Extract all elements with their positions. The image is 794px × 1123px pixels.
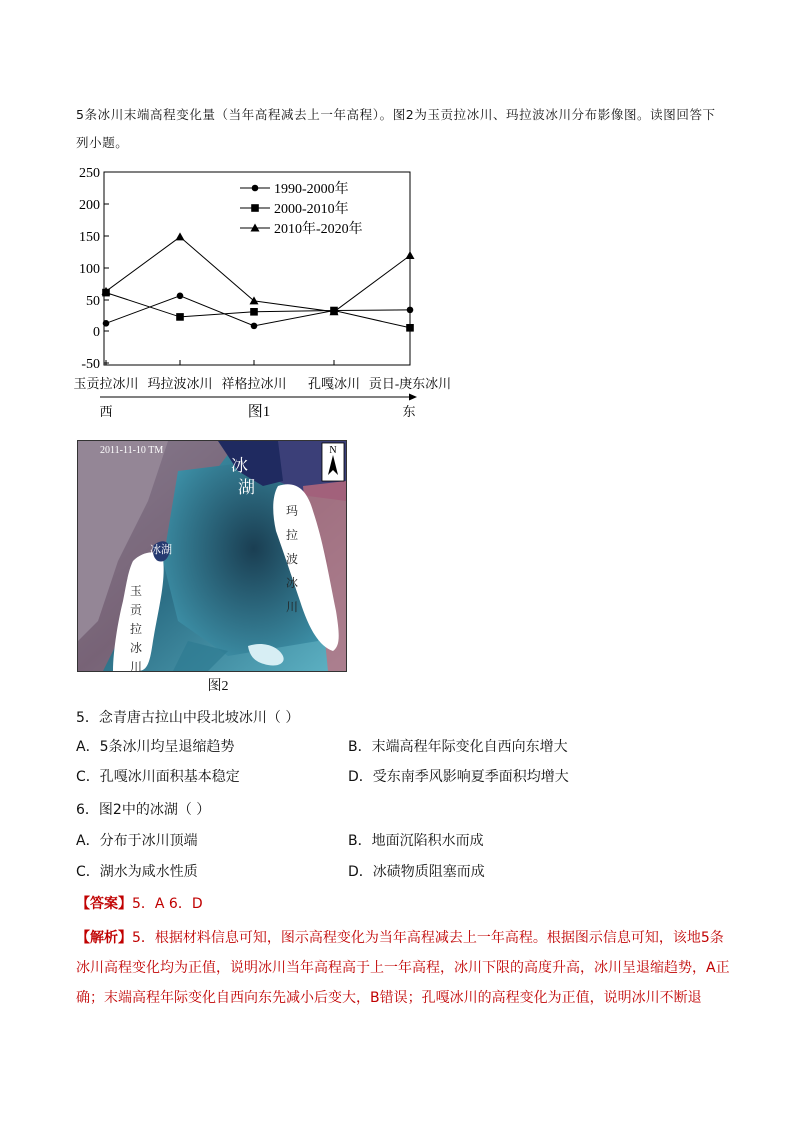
figure2-caption: 图2 — [207, 679, 229, 694]
legend-label-3: 2010年-2020年 — [274, 222, 363, 237]
direction-west: 西 — [99, 404, 113, 419]
data-point-triangle — [176, 232, 185, 240]
lake-label-top-2: 湖 — [238, 478, 255, 498]
data-point-square — [251, 204, 259, 212]
arrow-head-icon — [409, 394, 417, 401]
series-line-3 — [106, 237, 410, 312]
maraba-glacier-label-char: 波 — [285, 552, 299, 566]
x-tick-label: 玛拉波冰川 — [147, 376, 213, 391]
question-5-stem: 5．念青唐古拉山中段北坡冰川（ ） — [76, 710, 300, 726]
lake-label-left: 冰湖 — [150, 543, 172, 556]
glacier-satellite-image — [77, 440, 347, 672]
intro-text: 5条冰川末端高程变化量（当年高程减去上一年高程）。图2为玉贡拉冰川、玛拉波冰川分布影像图。读图回答下列小题。 — [76, 107, 716, 150]
q6-option-d[interactable]: D．冰碛物质阻塞而成 — [348, 864, 485, 880]
direction-east: 东 — [402, 404, 416, 419]
q5-option-b[interactable]: B．末端高程年际变化自西向东增大 — [348, 739, 568, 755]
x-tick-label: 孔嘎冰川 — [307, 376, 361, 391]
answer-tag: 【答案】 — [76, 896, 132, 912]
north-label: N — [329, 445, 337, 456]
legend-label-2: 2000-2010年 — [274, 202, 349, 217]
series-line-1 — [106, 296, 410, 326]
q6-option-a[interactable]: A．分布于冰川顶端 — [76, 833, 198, 849]
legend-label-1: 1990-2000年 — [274, 182, 349, 197]
elevation-change-chart — [60, 160, 490, 422]
data-point-circle — [252, 185, 259, 192]
data-point-circle — [251, 323, 258, 330]
x-tick-label: 玉贡拉冰川 — [73, 376, 139, 391]
y-tick-label: 150 — [79, 230, 100, 245]
yugongla-glacier-label-char: 贡 — [129, 603, 143, 617]
maraba-glacier-label-char: 玛 — [285, 504, 299, 518]
q5-option-c[interactable]: C．孔嘎冰川面积基本稳定 — [76, 769, 240, 785]
y-tick-label: 50 — [86, 294, 100, 309]
data-point-circle — [103, 320, 110, 327]
data-point-circle — [177, 293, 184, 300]
answer-block — [76, 893, 203, 913]
plot-frame — [104, 172, 410, 365]
question-6-stem: 6．图2中的冰湖（ ） — [76, 802, 211, 818]
analysis-block — [76, 923, 730, 1013]
x-tick-label: 贡日-庚东冰川 — [368, 376, 452, 391]
lake-label-top-1: 冰 — [231, 456, 248, 476]
x-tick-label: 祥格拉冰川 — [221, 376, 287, 391]
yugongla-glacier-label-char: 冰 — [129, 641, 143, 655]
q5-option-a[interactable]: A．5条冰川均呈退缩趋势 — [76, 739, 235, 755]
data-point-square — [250, 308, 258, 316]
yugongla-glacier-label-char: 拉 — [129, 622, 143, 636]
maraba-glacier-label-char: 冰 — [285, 576, 299, 590]
y-tick-label: 0 — [93, 325, 100, 340]
image-date-label: 2011-11-10 TM — [100, 445, 164, 456]
q6-option-b[interactable]: B．地面沉陷积水而成 — [348, 833, 484, 849]
yugongla-glacier-label-char: 川 — [129, 660, 143, 671]
q6-option-c[interactable]: C．湖水为咸水性质 — [76, 864, 198, 880]
data-point-square — [406, 324, 414, 332]
y-tick-label: 250 — [79, 166, 100, 181]
data-point-circle — [407, 307, 414, 314]
answer-text: 5．A 6．D — [132, 896, 203, 912]
maraba-glacier-label-char: 拉 — [285, 528, 299, 542]
data-point-square — [176, 313, 184, 321]
maraba-glacier-label-char: 川 — [285, 600, 299, 614]
analysis-tag: 【解析】 — [76, 930, 132, 946]
y-tick-label: -50 — [81, 357, 100, 372]
yugongla-glacier-label-char: 玉 — [129, 584, 143, 598]
data-point-triangle — [406, 251, 415, 259]
q5-option-d[interactable]: D．受东南季风影响夏季面积均增大 — [348, 769, 569, 785]
y-tick-label: 200 — [79, 198, 100, 213]
figure1-caption: 图1 — [247, 404, 271, 420]
y-tick-label: 100 — [79, 262, 100, 277]
analysis-text: 5．根据材料信息可知，图示高程变化为当年高程减去上一年高程。根据图示信息可知，该地5条冰川高程变化均为正值，说明冰川当年高程高于上一年高程，冰川下限的高度升高，冰川呈退缩趋势，A正确；末端高程年际变化自西向东先减小后变大，B错误；孔嘎冰川的高程变化为正值，说明冰川不断退 — [76, 930, 730, 1006]
